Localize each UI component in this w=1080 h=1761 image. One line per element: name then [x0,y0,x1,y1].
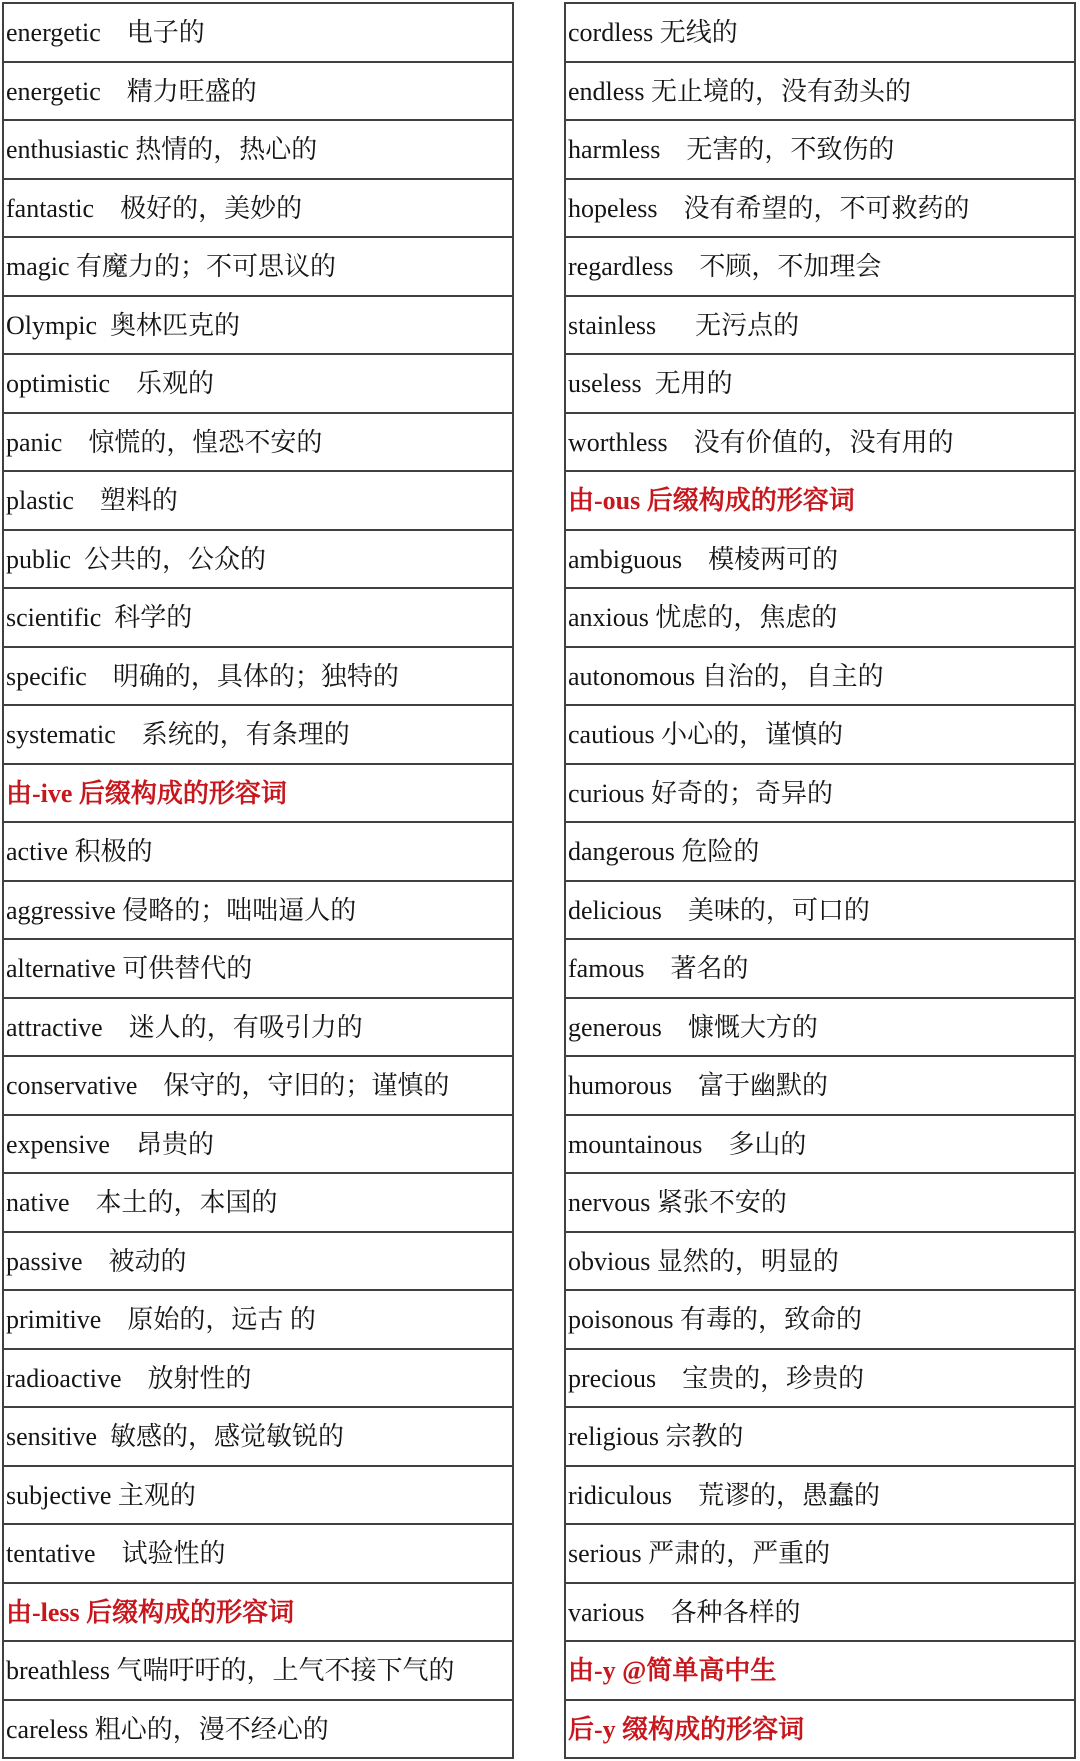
english-word: various [568,1597,645,1627]
english-word: serious [568,1539,642,1568]
english-word: anxious [568,603,649,632]
chinese-meaning: 模棱两可的 [708,544,839,574]
chinese-meaning: 无止境的，没有劲头的 [651,76,912,106]
chinese-meaning: 放射性的 [147,1363,252,1393]
word-spacing [103,1013,129,1042]
vocab-row [566,823,1074,882]
chinese-meaning: 公共的，公众的 [84,544,267,574]
english-word: cordless [568,18,654,47]
english-word: alternative [6,954,116,983]
word-spacing [62,428,88,457]
chinese-meaning: 显然的，明显的 [656,1246,839,1276]
word-spacing [101,77,127,106]
vocab-row [566,1408,1074,1467]
section-header-text: 后-y 缀构成的形容词 [568,1714,805,1744]
english-word: systematic [6,720,116,749]
vocab-row [566,940,1074,999]
word-spacing [662,1013,688,1042]
english-word: famous [568,954,645,983]
chinese-meaning: 有毒的，致命的 [679,1305,862,1334]
vocab-row [4,4,512,63]
vocab-row [4,1525,512,1584]
vocab-row [566,706,1074,765]
word-spacing [74,486,100,515]
vocab-row [566,1057,1074,1116]
english-word: harmless [568,135,661,164]
english-word: stainless [568,310,657,340]
english-word: magic [6,252,70,281]
word-spacing [137,1071,163,1100]
english-word: public [6,544,71,574]
word-spacing [645,954,671,983]
chinese-meaning: 著名的 [670,954,749,983]
word-spacing [672,1481,698,1510]
vocab-row [4,999,512,1058]
word-spacing [656,311,695,340]
vocab-row [566,1525,1074,1584]
word-spacing [70,1188,96,1217]
chinese-meaning: 不顾，不加理会 [699,252,882,281]
word-spacing [668,428,694,457]
section-header-text: 由-less 后缀构成的形容词 [6,1597,295,1627]
english-word: radioactive [6,1363,122,1393]
english-word: ambiguous [568,544,683,574]
english-word: scientific [6,603,102,632]
english-word: fantastic [6,193,95,223]
chinese-meaning: 惊慌的，惶恐不安的 [88,427,323,457]
chinese-meaning: 奥林匹克的 [110,310,241,340]
english-word: conservative [6,1071,138,1100]
vocab-row [4,1350,512,1409]
section-header-text: 由-ive 后缀构成的形容词 [6,778,287,808]
word-spacing [672,1071,698,1100]
vocab-row [4,589,512,648]
chinese-meaning: 乐观的 [136,369,215,398]
english-word: autonomous [568,661,696,691]
english-word: energetic [6,76,101,106]
english-word: poisonous [568,1305,674,1334]
chinese-meaning: 忧虑的，焦虑的 [655,603,838,632]
word-spacing [656,1364,682,1393]
chinese-meaning: 宗教的 [665,1422,744,1451]
english-word: worthless [568,427,668,457]
vocab-row [4,823,512,882]
english-word: tentative [6,1539,96,1568]
vocab-row [4,355,512,414]
section-header-row [566,472,1074,531]
word-spacing [110,369,136,398]
english-word: panic [6,427,63,457]
vocab-row [566,999,1074,1058]
word-spacing [642,369,655,398]
section-header-row [566,1701,1074,1760]
english-word: obvious [568,1246,651,1276]
english-word: nervous [568,1188,651,1217]
english-word: subjective [6,1480,112,1510]
chinese-meaning: 敏感的，感觉敏锐的 [110,1422,345,1451]
vocab-row [566,4,1074,63]
vocab-row [566,63,1074,122]
chinese-meaning: 没有希望的，不可救药的 [683,193,970,223]
vocab-row [4,180,512,239]
english-word: ridiculous [568,1480,672,1510]
chinese-meaning: 昂贵的 [135,1129,214,1159]
chinese-meaning: 危险的 [681,837,760,866]
chinese-meaning: 精力旺盛的 [126,76,257,106]
english-word: mountainous [568,1129,703,1159]
english-word: expensive [6,1129,110,1159]
english-word: hopeless [568,193,658,223]
vocab-row [4,63,512,122]
word-spacing [660,135,686,164]
word-spacing [682,545,708,574]
vocab-row [4,940,512,999]
english-word: specific [6,661,87,691]
chinese-meaning: 无线的 [659,18,738,47]
vocab-row [566,882,1074,941]
english-word: delicious [568,895,662,925]
chinese-meaning: 可供替代的 [122,954,253,983]
chinese-meaning: 主观的 [117,1480,196,1510]
chinese-meaning: 本土的，本国的 [95,1188,278,1217]
vocab-row [566,180,1074,239]
chinese-meaning: 严肃的，严重的 [648,1539,831,1568]
vocab-row [566,297,1074,356]
chinese-meaning: 粗心的，漫不经心的 [94,1714,329,1744]
vocab-row [566,1174,1074,1233]
word-spacing [662,896,688,925]
vocab-row [566,238,1074,297]
section-header-row [566,1642,1074,1701]
vocab-row [4,1467,512,1526]
chinese-meaning: 无害的，不致伤的 [686,135,895,164]
english-word: enthusiastic [6,135,129,164]
english-word: useless [568,369,642,398]
vocab-row [566,765,1074,824]
word-spacing [645,1598,671,1627]
english-word: endless [568,76,645,106]
chinese-meaning: 宝贵的，珍贵的 [682,1363,865,1393]
vocab-row [4,882,512,941]
english-word: primitive [6,1305,102,1334]
word-spacing [71,545,84,574]
chinese-meaning: 好奇的；奇异的 [651,778,834,808]
word-spacing [101,1305,127,1334]
chinese-meaning: 积极的 [74,837,153,866]
chinese-meaning: 没有价值的，没有用的 [693,427,954,457]
english-word: Olympic [6,310,97,340]
word-spacing [658,194,684,223]
vocab-row [4,238,512,297]
english-word: cautious [568,720,655,749]
vocab-row [566,648,1074,707]
chinese-meaning: 侵略的；咄咄逼人的 [122,895,357,925]
vocab-row [566,531,1074,590]
english-word: passive [6,1246,83,1276]
chinese-meaning: 有魔力的；不可思议的 [76,252,337,281]
english-word: precious [568,1363,657,1393]
word-spacing [97,1422,110,1451]
vocab-table-right [564,2,1076,1759]
english-word: attractive [6,1012,103,1042]
english-word: sensitive [6,1422,97,1451]
section-header-row [4,1584,512,1643]
english-word: humorous [568,1071,672,1100]
vocab-row [566,1467,1074,1526]
vocab-row [4,1174,512,1233]
vocab-row [4,706,512,765]
chinese-meaning: 科学的 [114,603,193,632]
chinese-meaning: 被动的 [108,1246,187,1276]
section-header-text: 由-y @简单高中生 [568,1656,777,1685]
chinese-meaning: 美味的，可口的 [687,895,870,925]
vocab-row [4,1701,512,1760]
english-word: generous [568,1012,662,1042]
chinese-meaning: 保守的，守旧的；谨慎的 [163,1071,450,1100]
word-spacing [87,662,113,691]
section-header-row [4,765,512,824]
chinese-meaning: 气喘吁吁的，上气不接下气的 [116,1656,455,1685]
word-spacing [101,603,114,632]
chinese-meaning: 明确的，具体的；独特的 [112,661,399,691]
word-spacing [83,1247,109,1276]
english-word: energetic [6,18,101,47]
chinese-meaning: 极好的，美妙的 [120,193,303,223]
vocab-row [566,589,1074,648]
vocab-row [4,1116,512,1175]
vocab-row [4,121,512,180]
vocab-row [566,414,1074,473]
vocab-row [566,355,1074,414]
vocab-row [4,1233,512,1292]
chinese-meaning: 塑料的 [99,486,178,515]
word-spacing [110,1130,136,1159]
english-word: native [6,1188,70,1217]
chinese-meaning: 紧张不安的 [656,1188,787,1217]
word-spacing [116,720,142,749]
chinese-meaning: 各种各样的 [670,1597,801,1627]
word-spacing [122,1364,148,1393]
vocab-table-left [2,2,514,1759]
vocab-row [566,1233,1074,1292]
vocab-row [4,297,512,356]
chinese-meaning: 热情的，热心的 [135,135,318,164]
english-word: curious [568,778,645,808]
english-word: breathless [6,1656,110,1685]
chinese-meaning: 无用的 [654,369,733,398]
vocab-row [566,1350,1074,1409]
chinese-meaning: 荒谬的，愚蠢的 [698,1480,881,1510]
word-spacing [94,194,120,223]
vocab-row [4,648,512,707]
section-header-text: 由-ous 后缀构成的形容词 [568,486,855,515]
word-spacing [96,1539,122,1568]
vocab-row [566,1291,1074,1350]
chinese-meaning: 迷人的，有吸引力的 [128,1012,363,1042]
vocab-row [4,1408,512,1467]
english-word: active [6,837,69,866]
chinese-meaning: 慷慨大方的 [687,1012,818,1042]
chinese-meaning: 多山的 [728,1129,807,1159]
vocab-row [566,121,1074,180]
english-word: religious [568,1422,659,1451]
english-word: optimistic [6,369,110,398]
chinese-meaning: 小心的，谨慎的 [661,720,844,749]
word-spacing [673,252,699,281]
chinese-meaning: 系统的，有条理的 [141,720,350,749]
english-word: careless [6,1714,89,1744]
chinese-meaning: 试验性的 [121,1539,226,1568]
english-word: aggressive [6,895,116,925]
english-word: regardless [568,252,674,281]
vocab-row [566,1584,1074,1643]
word-spacing [97,311,110,340]
word-spacing [101,18,127,47]
vocab-row [4,472,512,531]
english-word: plastic [6,486,74,515]
vocab-row [4,1291,512,1350]
vocab-row [4,414,512,473]
vocab-row [4,531,512,590]
vocab-row [4,1642,512,1701]
chinese-meaning: 无污点的 [695,310,800,340]
vocab-row [566,1116,1074,1175]
chinese-meaning: 富于幽默的 [698,1071,829,1100]
chinese-meaning: 原始的，远古 的 [127,1305,316,1334]
vocab-row [4,1057,512,1116]
chinese-meaning: 自治的，自主的 [701,661,884,691]
english-word: dangerous [568,837,675,866]
word-spacing [702,1130,728,1159]
chinese-meaning: 电子的 [126,18,205,47]
